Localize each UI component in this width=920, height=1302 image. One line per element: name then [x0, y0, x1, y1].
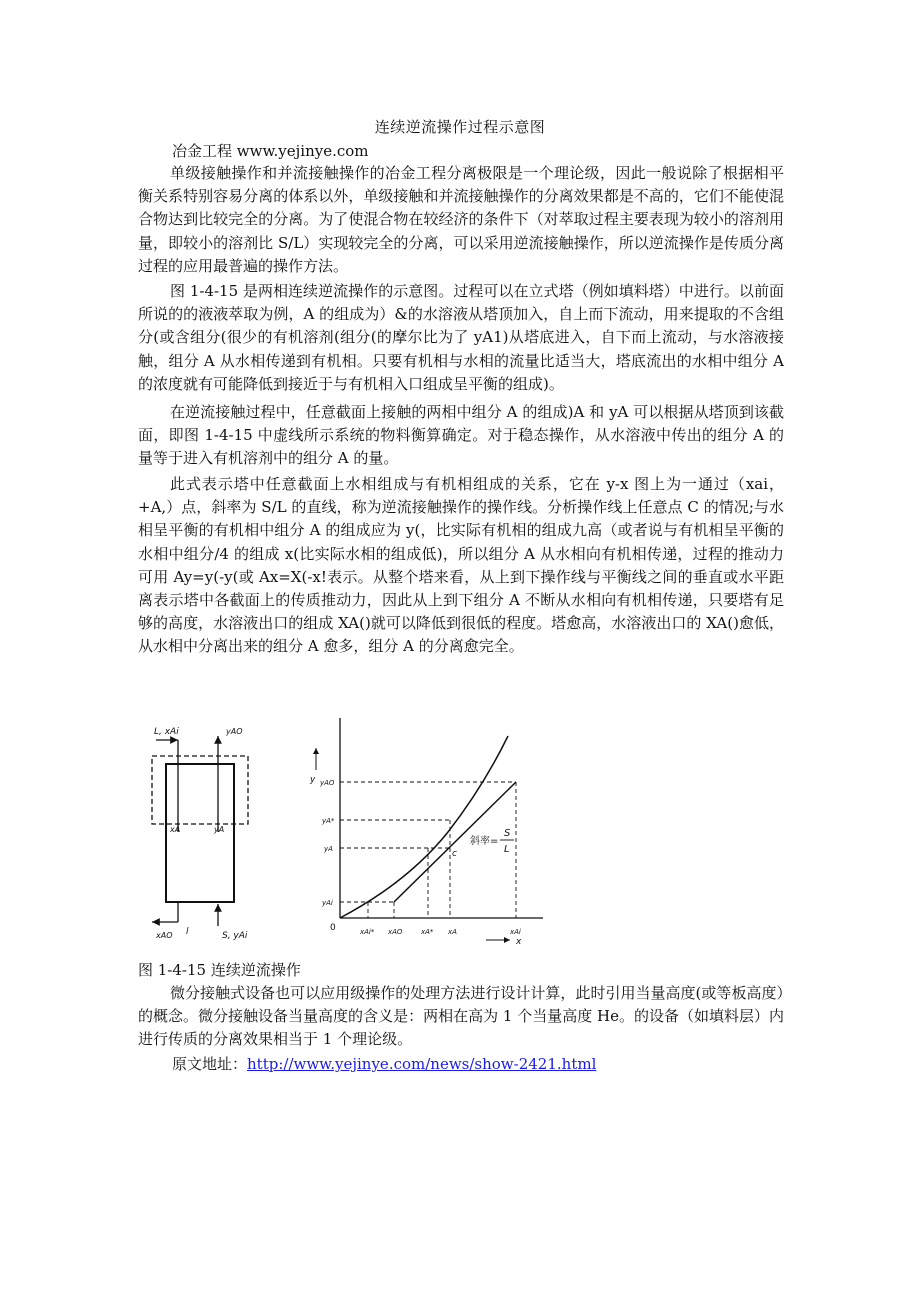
slope-denominator: L — [504, 844, 510, 855]
origin-label: 0 — [330, 923, 336, 933]
x-tick-xAi: xAi — [510, 928, 521, 936]
x-tick-xAi-star: xAi* — [360, 928, 375, 936]
label-inner-right: yA — [214, 825, 225, 834]
paragraph-3: 在逆流接触过程中，任意截面上接触的两相中组分 A 的组成)A 和 yA 可以根据从塔顶到该截面，即图 1-4-15 中虚线所示系统的物料衡算确定。对于稳态操作，从水溶液中传出的组分 A 的量等于进入有机溶剂中的组分 A 的量。 — [138, 403, 784, 468]
point-c-label: c — [452, 849, 457, 859]
y-tick-yA-star: yA* — [322, 817, 335, 825]
document-title: 连续逆流操作过程示意图 — [374, 118, 546, 136]
paragraph-1: 单级接触操作和并流接触操作的冶金工程分离极限是一个理论级，因此一般说除了根据相平衡关系特别容易分离的体系以外，单级接触和并流接触操作的分离效果都是不高的，它们不能使混合物达到比较完全的分离。为了使混合物在较经济的条件下（对萃取过程主要表现为较小的溶剂用量，即较小的溶剂比 S/L）实现较完全的分离，可以采用逆流接触操作，所以逆流操作是传质分离过程的应用最普遍的操作方法。 — [138, 164, 784, 275]
label-bottom-mid: l — [186, 927, 189, 937]
figure-caption: 图 1-4-15 连续逆流操作 — [138, 961, 301, 979]
y-tick-yA: yA — [324, 845, 333, 853]
equilibrium-curve — [340, 736, 508, 918]
paragraph-5: 微分接触式设备也可以应用级操作的处理方法进行设计计算，此时引用当量高度(或等板高度）的概念。微分接触设备当量高度的含义是：两相在高为 1 个当量高度 He。的设备（如填料层）内进行传质的分离效果相当于 1 个理论级。 — [138, 984, 784, 1049]
figure-continuous-countercurrent — [138, 712, 558, 952]
label-top-right: yAO — [226, 727, 243, 736]
source-link[interactable]: http://www.yejinye.com/news/show-2421.html — [247, 1055, 597, 1073]
y-tick-yAi: yAi — [322, 899, 333, 907]
slope-numerator: S — [504, 828, 511, 839]
source-link-line — [172, 1053, 596, 1074]
x-tick-xA: xA — [448, 928, 457, 936]
label-bottom-left: xAO — [156, 931, 173, 940]
y-tick-yAO: yAO — [320, 779, 335, 787]
paragraph-4: 此式表示塔中任意截面上水相组成与有机相组成的关系，它在 y-x 图上为一通过（xai，+A,）点，斜率为 S/L 的直线，称为逆流接触操作的操作线。分析操作线上任意点 C 的情况;与水相呈平衡的有机相中组分 A 的组成应为 y(，比实际有机相的组成九高（或者说与有机相呈平衡的水相中组分/4 的组成 x(比实际水相的组成低)，所以组分 A 从水相向有机相传递，过程的推动力可用 Ay=y(-y(或 Ax=X(-x!表示。从整个塔来看，从上到下操作线与平衡线之间的垂直或水平距离表示塔中各截面上的传质推动力，因此从上到下组分 A 不断从水相向有机相传递，只要塔有足够的高度，水溶液出口的组成 XA()就可以降低到很低的程度。塔愈高，水溶液出口的 XA()愈低，从水相中分离出来的组分 A 愈多，组分 A 的分离愈完全。 — [138, 475, 784, 656]
label-bottom-right: S, yAi — [222, 931, 248, 941]
slope-label: 斜率= — [470, 836, 499, 847]
yx-graph — [309, 718, 543, 947]
source-line: 冶金工程 www.yejinye.com — [172, 142, 369, 160]
label-top-left: L, xAi — [154, 727, 179, 737]
x-axis-label: x — [516, 937, 522, 947]
x-tick-xA-star: xA* — [421, 928, 434, 936]
label-inner-left: xA — [170, 825, 181, 834]
column-diagram — [152, 727, 248, 941]
y-axis-label: y — [310, 775, 316, 785]
paragraph-2: 图 1-4-15 是两相连续逆流操作的示意图。过程可以在立式塔（例如填料塔）中进行。以前面所说的的液液萃取为例，A 的组成为）&的水溶液从塔顶加入，自上而下流动，用来提取的不含组分(或含组分(很少的有机溶剂(组分(的摩尔比为了 yA1)从塔底进入，自下而上流动，与水溶液接触，组分 A 从水相传递到有机相。只要有机相与水相的流量比适当大，塔底流出的水相中组分 A 的浓度就有可能降低到接近于与有机相入口组成呈平衡的组成)。 — [138, 282, 784, 393]
link-prefix: 原文地址： — [172, 1055, 248, 1073]
figure-svg — [138, 712, 558, 952]
x-tick-xAO: xAO — [388, 928, 403, 936]
